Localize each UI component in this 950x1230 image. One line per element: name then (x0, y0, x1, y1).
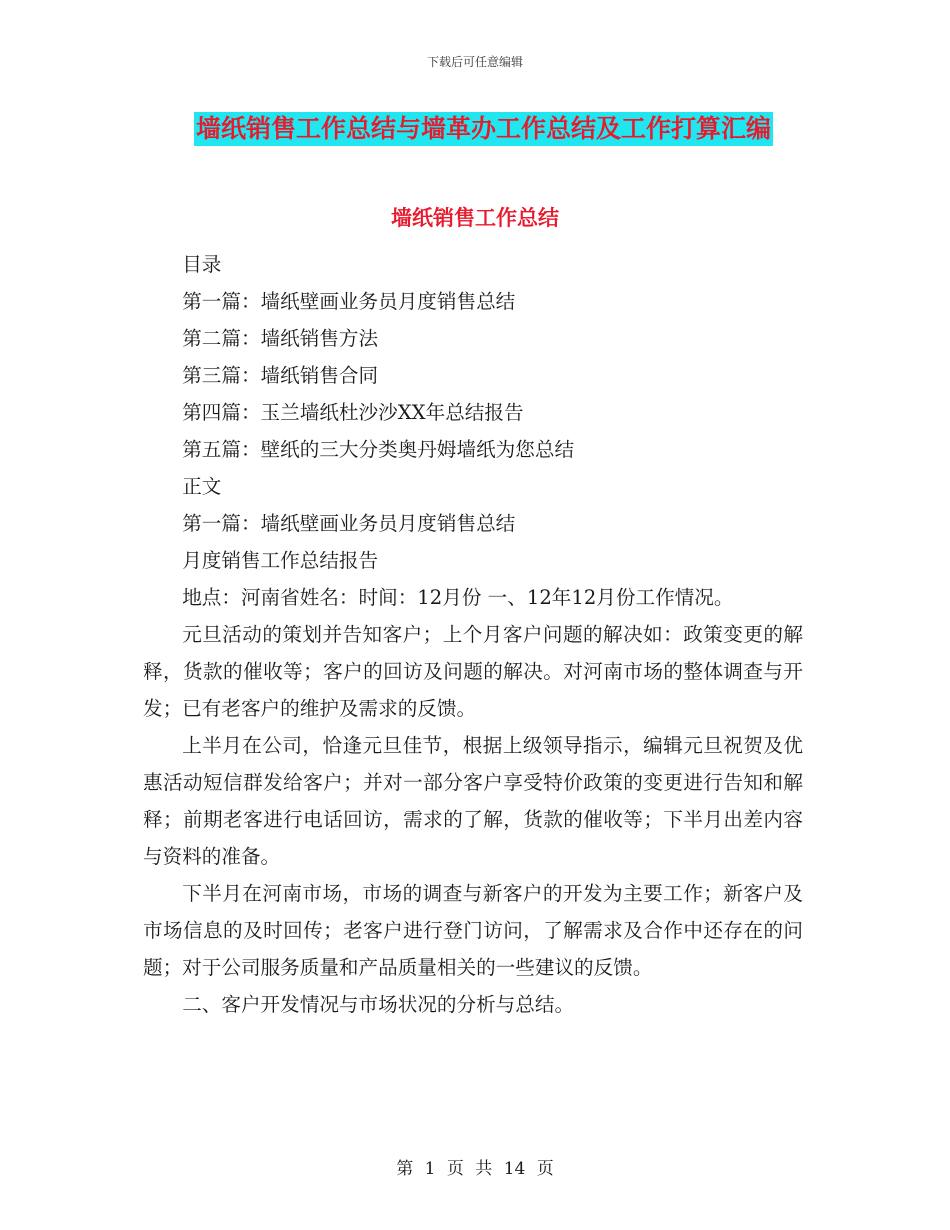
section-heading: 二、客户开发情况与市场状况的分析与总结。 (182, 993, 575, 1016)
body-paragraph: 上半月在公司，恰逢元旦佳节，根据上级领导指示，编辑元旦祝贺及优惠活动短信群发给客户；并对一部分客户享受特价政策的变更进行告知和解释；前期老客进行电话回访，需求的了解，货款的催收等；下半月出差内容与资料的准备。 (143, 734, 803, 868)
toc-item: 第五篇：壁纸的三大分类奥丹姆墙纸为您总结 (182, 438, 575, 461)
body-paragraph: 下半月在河南市场，市场的调查与新客户的开发为主要工作；新客户及市场信息的及时回传；老客户进行登门访问，了解需求及合作中还存在的问题；对于公司服务质量和产品质量相关的一些建议的反馈。 (143, 882, 803, 979)
report-meta: 地点：河南省姓名：时间：12月份 一、12年12月份工作情况。 (182, 586, 734, 609)
body-heading: 正文 (182, 475, 222, 498)
page-number: 第 1 页 共 14 页 (396, 1159, 554, 1179)
report-title: 月度销售工作总结报告 (182, 549, 379, 572)
toc-item: 第四篇：玉兰墙纸杜沙沙XX年总结报告 (182, 401, 524, 424)
toc-item: 第一篇：墙纸壁画业务员月度销售总结 (182, 290, 516, 313)
document-body (143, 246, 803, 1023)
toc-item: 第二篇：墙纸销售方法 (182, 327, 379, 350)
page-header-note: 下载后可任意编辑 (426, 55, 523, 69)
section-title: 墙纸销售工作总结 (391, 206, 559, 230)
document-main-title: 墙纸销售工作总结与墙革办工作总结及工作打算汇编 (194, 112, 773, 146)
toc-item: 第三篇：墙纸销售合同 (182, 364, 379, 387)
body-paragraph: 元旦活动的策划并告知客户；上个月客户问题的解决如：政策变更的解释，货款的催收等；客户的回访及问题的解决。对河南市场的整体调查与开发；已有老客户的维护及需求的反馈。 (143, 623, 803, 720)
toc-heading: 目录 (182, 253, 222, 276)
chapter-title: 第一篇：墙纸壁画业务员月度销售总结 (182, 512, 516, 535)
